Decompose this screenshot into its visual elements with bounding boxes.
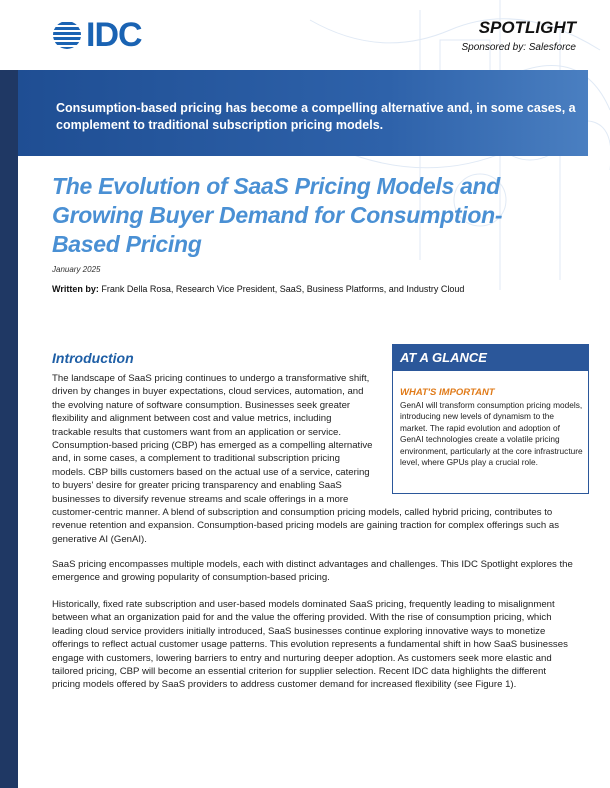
paragraph-line: Historically, fixed rate subscription and user-based models dominated SaaS pricing, frequently leading to misalignment <box>52 599 555 610</box>
paragraph-line: SaaS pricing encompasses multiple models, each with distinct advantages and challenges. This IDC Spotlight explores the <box>52 559 573 570</box>
paragraph-line: between what an organization paid for and the value the offering provided. With the rise of consumption pricing, which <box>52 612 552 624</box>
paragraph-line: The landscape of SaaS pricing continues to undergo a transformative shift, <box>52 373 370 384</box>
paragraph-line: the evolving nature of software consumption. Businesses seek greater <box>52 399 351 411</box>
paragraph-line: trackable results that customers want from an application or service. <box>52 426 342 438</box>
paragraph-line: models. CBP bills customers based on the actual use of a service, catering <box>52 466 370 478</box>
paragraph-line: pricing models offered by SaaS providers to address customer demand for increased flexibility (see Figure 1). <box>52 679 517 691</box>
byline <box>52 284 464 294</box>
paragraph-line: engage with customers, lowering barriers to entry and nurturing deeper adoption. As customers seek more elastic and <box>52 652 552 664</box>
paragraph-line: customer-centric manner. A blend of subscription and consumption pricing models, called hybrid pricing, contributes to <box>52 507 553 518</box>
paragraph-line: offerings to reflect actual customer usage patterns. This evolution represents a fundamental shift in how SaaS businesses <box>52 639 568 651</box>
logo-text: IDC <box>86 16 142 54</box>
glance-heading: AT A GLANCE <box>393 345 588 371</box>
paragraph-line: revenue retention and expansion. Consumption-based pricing models are gaining traction for complex offerings such as <box>52 520 559 532</box>
glance-subheading: WHAT'S IMPORTANT <box>400 387 495 398</box>
section-heading-introduction: Introduction <box>52 350 134 366</box>
paragraph-line: Consumption-based pricing (CBP) has emerged as a compelling alternative <box>52 440 373 451</box>
document-title: The Evolution of SaaS Pricing Models and Growing Buyer Demand for Consumption-Based Pricing <box>52 173 503 257</box>
paragraph-line: businesses to diversify revenue streams and scale offerings in a more <box>52 493 349 505</box>
paragraph-line: tailored pricing, CBP will become an essential criterion for supplier selection. Recent IDC data highlights the different <box>52 666 546 677</box>
paragraph-line: and, in some cases, a complement to traditional subscription pricing <box>52 453 340 465</box>
publish-date: January 2025 <box>52 265 101 274</box>
paragraph-line: leading cloud service providers initially introduced, SaaS businesses continue exploring innovative ways to monetize <box>52 625 546 637</box>
sponsor-line: Sponsored by: Salesforce <box>461 42 576 53</box>
paragraph-line: driven by changes in buyer expectations, cloud services, automation, and <box>52 386 364 398</box>
paragraph-line: to buyers' desire for greater pricing transparency and enabling SaaS <box>52 480 342 492</box>
summary-banner <box>18 70 588 156</box>
left-accent-bar <box>0 70 18 788</box>
byline-label: Written by: <box>52 284 99 294</box>
globe-stripes-icon <box>52 20 82 50</box>
byline-text: Frank Della Rosa, Research Vice President, SaaS, Business Platforms, and Industry Cloud <box>98 284 465 294</box>
paragraph-line: flexibility and alignment between cost and value metrics, including <box>52 413 332 425</box>
at-a-glance-box <box>392 344 589 494</box>
banner-text: Consumption-based pricing has become a compelling alternative and, in some cases, a complement to traditional subscription pricing models. <box>56 101 576 132</box>
idc-logo <box>52 18 142 52</box>
paragraph-line: generative AI (GenAI). <box>52 533 147 545</box>
glance-body: GenAI will transform consumption pricing models, introducing new levels of dynamism to the market. The rapid evolution and adoption of GenAI technologies create a volatile pricing environment, particularly at the core infrastructure level, where GPUs play a crucial role. <box>400 400 583 468</box>
paragraph-line: emergence and growing popularity of consumption-based pricing. <box>52 572 330 584</box>
document-type: SPOTLIGHT <box>478 18 576 37</box>
